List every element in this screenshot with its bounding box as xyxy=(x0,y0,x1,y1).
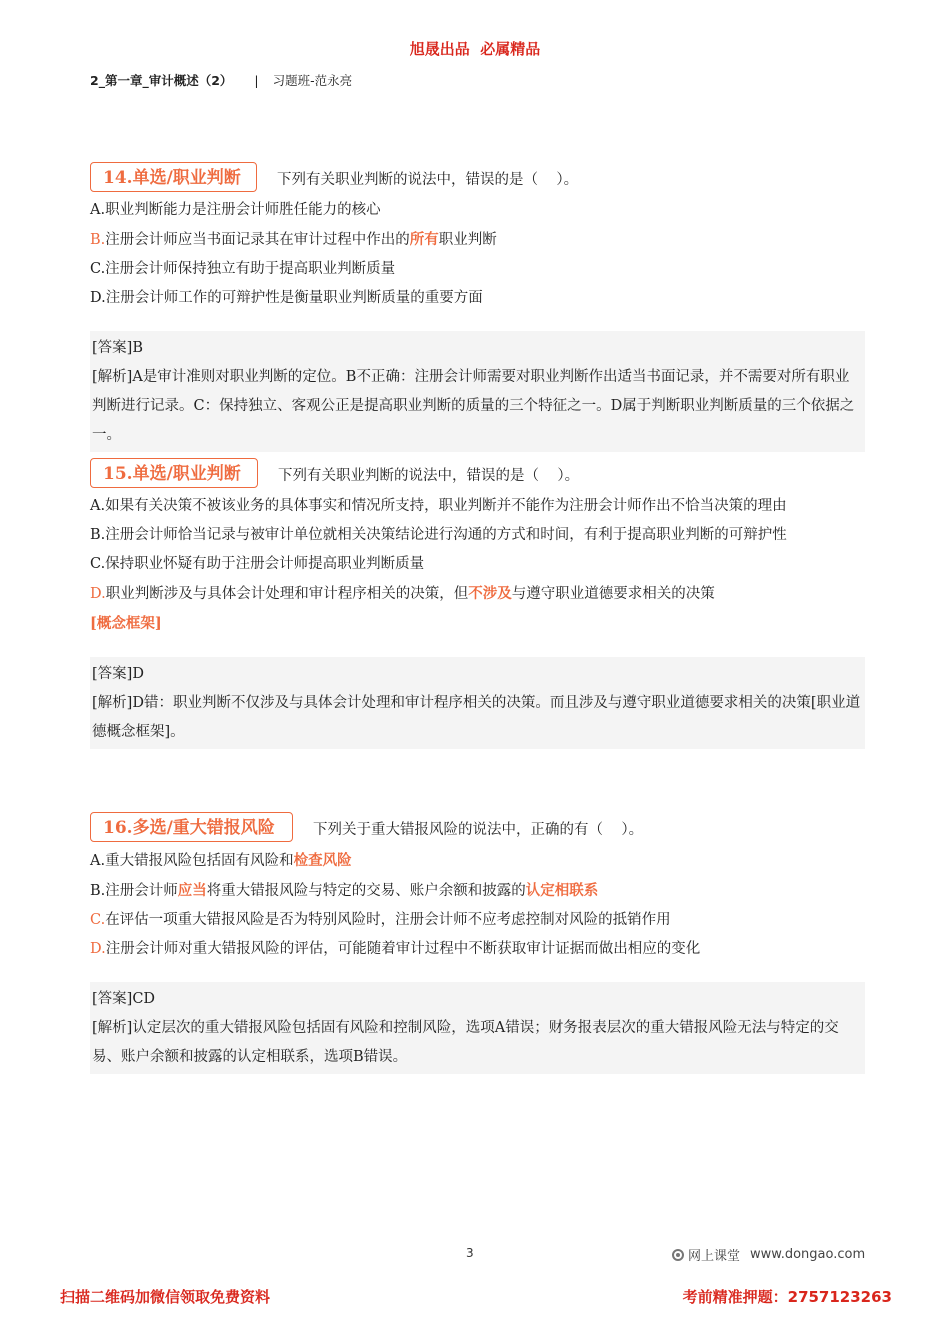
answer-box xyxy=(90,331,865,452)
option-d xyxy=(90,579,865,639)
option-b xyxy=(90,225,865,255)
option-text: 与遵守职业道德要求相关的决策 xyxy=(511,586,715,602)
question-head xyxy=(90,458,865,492)
option-text: 在评估一项重大错报风险是否为特别风险时，注册会计师不应考虑控制对风险的抵销作用 xyxy=(105,912,671,928)
option-b xyxy=(90,876,865,906)
document-top-title: 旭晟出品 必属精品 xyxy=(409,40,541,58)
document-header xyxy=(90,71,352,89)
question-tag: 16.多选/重大错报风险 xyxy=(90,812,293,842)
question-stem: 下列有关职业判断的说法中，错误的是（ ）。 xyxy=(277,172,579,188)
option-text: 将重大错报风险与特定的交易、账户余额和披露的 xyxy=(206,883,526,899)
question-head xyxy=(90,162,865,196)
highlight-text: 认定相联系 xyxy=(525,882,599,899)
question-tag: 14.单选/职业判断 xyxy=(90,162,257,192)
option-c xyxy=(90,906,865,935)
brand-logo-icon xyxy=(672,1249,684,1261)
answer-line: [答案]D xyxy=(92,666,144,682)
answer-line: [答案]CD xyxy=(92,991,156,1007)
footer-brand xyxy=(672,1245,865,1264)
question-stem: 下列关于重大错报风险的说法中，正确的有（ ）。 xyxy=(313,822,644,838)
promo-wechat: 扫描二维码加微信领取免费资料 xyxy=(60,1288,271,1306)
question-16 xyxy=(90,812,865,1074)
option-a: A.如果有关决策不被该业务的具体事实和情况所支持，职业判断并不能作为注册会计师作出不恰当决策的理由 xyxy=(90,498,787,514)
option-d xyxy=(90,935,865,964)
answer-box xyxy=(90,657,865,749)
answer-box xyxy=(90,982,865,1074)
question-tag: 15.单选/职业判断 xyxy=(90,458,258,488)
option-text: 职业判断涉及与具体会计处理和审计程序相关的决策，但 xyxy=(105,586,469,602)
chapter-title: 2_第一章_审计概述（2） xyxy=(90,73,233,88)
option-b: B.注册会计师恰当记录与被审计单位就相关决策结论进行沟通的方式和时间，有利于提高职业判断的可辩护性 xyxy=(90,527,787,543)
option-letter: C. xyxy=(90,912,106,928)
option-a: A.职业判断能力是注册会计师胜任能力的核心 xyxy=(90,202,381,218)
option-text: A.重大错报风险包括固有风险和 xyxy=(90,853,294,869)
option-text: 注册会计师应当书面记录其在审计过程中作出的 xyxy=(105,232,410,248)
option-d: D.注册会计师工作的可辩护性是衡量职业判断质量的重要方面 xyxy=(90,290,483,306)
highlight-text: 所有 xyxy=(409,231,439,248)
header-separator: | xyxy=(254,73,259,88)
option-letter: B. xyxy=(90,232,106,248)
option-text: 职业判断 xyxy=(438,232,497,248)
question-stem: 下列有关职业判断的说法中，错误的是（ ）。 xyxy=(278,468,580,484)
option-text: B.注册会计师 xyxy=(90,883,178,899)
option-a xyxy=(90,846,865,876)
course-name: 习题班-范永亮 xyxy=(272,73,353,88)
brand-name: 网上课堂 xyxy=(688,1249,741,1264)
question-head xyxy=(90,812,865,846)
highlight-text: 应当 xyxy=(177,882,207,899)
option-text: 注册会计师对重大错报风险的评估，可能随着审计过程中不断获取审计证据而做出相应的变化 xyxy=(105,941,701,957)
concept-note: [概念框架] xyxy=(90,615,162,632)
highlight-text: 检查风险 xyxy=(293,852,352,869)
question-14 xyxy=(90,162,865,452)
page-number: 3 xyxy=(466,1246,474,1260)
question-15 xyxy=(90,458,865,749)
option-letter: D. xyxy=(90,586,106,602)
analysis-text: [解析]D错：职业判断不仅涉及与具体会计处理和审计程序相关的决策。而且涉及与遵守职业道德要求相关的决策[职业道德概念框架]。 xyxy=(92,695,861,740)
analysis-text: [解析]认定层次的重大错报风险包括固有风险和控制风险，选项A错误；财务报表层次的重大错报风险无法与特定的交易、账户余额和披露的认定相联系，选项B错误。 xyxy=(92,1020,839,1065)
option-c: C.注册会计师保持独立有助于提高职业判断质量 xyxy=(90,261,396,277)
answer-line: [答案]B xyxy=(92,340,143,356)
highlight-text: 不涉及 xyxy=(468,585,512,602)
promo-contact: 考前精准押题：2757123263 xyxy=(682,1288,892,1306)
option-letter: D. xyxy=(90,941,106,957)
option-c: C.保持职业怀疑有助于注册会计师提高职业判断质量 xyxy=(90,556,425,572)
analysis-text: [解析]A是审计准则对职业判断的定位。B不正确：注册会计师需要对职业判断作出适当书面记录，并不需要对所有职业判断进行记录。C：保持独立、客观公正是提高职业判断的质量的三个特征之一。D属于判断职业判断质量的三个依据之一。 xyxy=(92,369,855,443)
brand-url[interactable]: www.dongao.com xyxy=(750,1247,866,1262)
